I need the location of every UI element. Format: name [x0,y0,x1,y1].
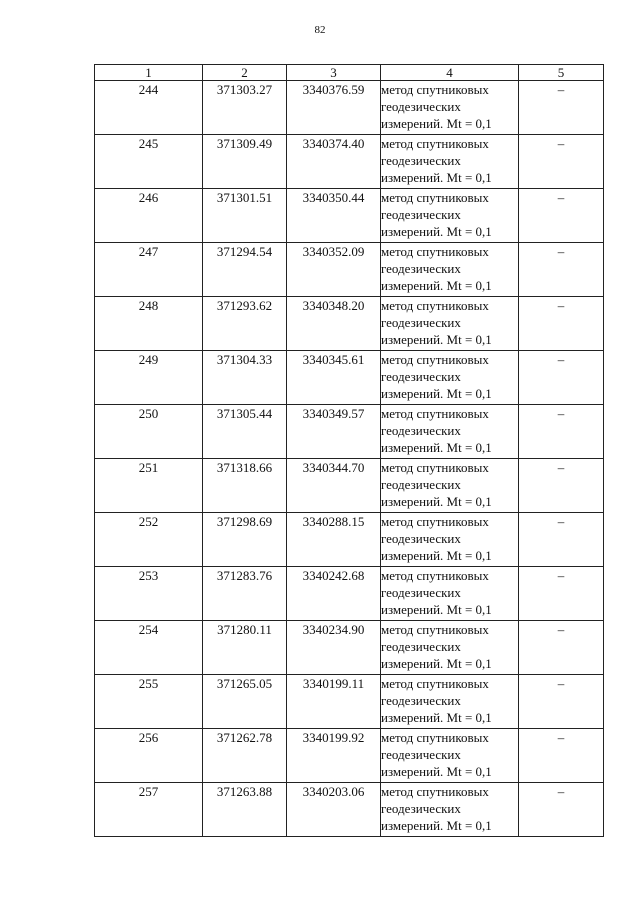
table-row [95,81,604,135]
method-line: измерений. Mt = 0,1 [381,548,492,563]
method-cell [381,567,519,621]
method-cell [381,81,519,135]
point-number-cell: 244 [95,81,203,135]
table-row [95,405,604,459]
method-line: измерений. Mt = 0,1 [381,764,492,779]
method-cell [381,459,519,513]
table-body [95,81,604,837]
table-row [95,297,604,351]
x-coordinate-cell: 371263.88 [203,783,287,837]
y-coordinate-cell: 3340199.92 [287,729,381,783]
method-line: метод спутниковых [381,514,489,529]
method-cell [381,297,519,351]
method-line: метод спутниковых [381,730,489,745]
method-line: геодезических [381,747,461,762]
note-cell: – [519,297,604,351]
y-coordinate-cell: 3340349.57 [287,405,381,459]
column-header-1: 1 [95,65,203,81]
point-number-cell: 251 [95,459,203,513]
column-header-4: 4 [381,65,519,81]
x-coordinate-cell: 371283.76 [203,567,287,621]
method-line: измерений. Mt = 0,1 [381,494,492,509]
method-line: измерений. Mt = 0,1 [381,278,492,293]
x-coordinate-cell: 371304.33 [203,351,287,405]
y-coordinate-cell: 3340374.40 [287,135,381,189]
y-coordinate-cell: 3340234.90 [287,621,381,675]
method-line: метод спутниковых [381,82,489,97]
point-number-cell: 256 [95,729,203,783]
method-line: измерений. Mt = 0,1 [381,710,492,725]
note-cell: – [519,135,604,189]
column-header-2: 2 [203,65,287,81]
method-line: метод спутниковых [381,352,489,367]
point-number-cell: 255 [95,675,203,729]
point-number-cell: 248 [95,297,203,351]
point-number-cell: 247 [95,243,203,297]
note-cell: – [519,621,604,675]
method-cell [381,351,519,405]
method-line: измерений. Mt = 0,1 [381,602,492,617]
x-coordinate-cell: 371293.62 [203,297,287,351]
method-line: метод спутниковых [381,406,489,421]
method-cell [381,405,519,459]
method-line: геодезических [381,585,461,600]
method-line: метод спутниковых [381,676,489,691]
method-line: измерений. Mt = 0,1 [381,656,492,671]
table-row [95,351,604,405]
y-coordinate-cell: 3340376.59 [287,81,381,135]
method-cell [381,729,519,783]
method-line: измерений. Mt = 0,1 [381,170,492,185]
table-row [95,729,604,783]
method-line: геодезических [381,315,461,330]
point-number-cell: 245 [95,135,203,189]
y-coordinate-cell: 3340199.11 [287,675,381,729]
coordinates-table [94,64,604,837]
note-cell: – [519,729,604,783]
point-number-cell: 252 [95,513,203,567]
table-row [95,783,604,837]
page-number: 82 [314,24,326,36]
y-coordinate-cell: 3340352.09 [287,243,381,297]
note-cell: – [519,459,604,513]
x-coordinate-cell: 371303.27 [203,81,287,135]
method-line: метод спутниковых [381,136,489,151]
table-row [95,513,604,567]
y-coordinate-cell: 3340350.44 [287,189,381,243]
point-number-cell: 249 [95,351,203,405]
x-coordinate-cell: 371265.05 [203,675,287,729]
table-row [95,675,604,729]
method-cell [381,675,519,729]
y-coordinate-cell: 3340203.06 [287,783,381,837]
note-cell: – [519,243,604,297]
method-cell [381,243,519,297]
y-coordinate-cell: 3340288.15 [287,513,381,567]
method-line: метод спутниковых [381,190,489,205]
method-cell [381,189,519,243]
x-coordinate-cell: 371294.54 [203,243,287,297]
column-header-3: 3 [287,65,381,81]
note-cell: – [519,675,604,729]
method-cell [381,621,519,675]
y-coordinate-cell: 3340344.70 [287,459,381,513]
method-line: измерений. Mt = 0,1 [381,818,492,833]
x-coordinate-cell: 371301.51 [203,189,287,243]
note-cell: – [519,513,604,567]
table-row [95,243,604,297]
table-row [95,567,604,621]
table-row [95,189,604,243]
note-cell: – [519,567,604,621]
point-number-cell: 257 [95,783,203,837]
method-line: метод спутниковых [381,568,489,583]
table-header-row [95,65,604,81]
x-coordinate-cell: 371309.49 [203,135,287,189]
method-line: геодезических [381,477,461,492]
x-coordinate-cell: 371305.44 [203,405,287,459]
method-line: измерений. Mt = 0,1 [381,116,492,131]
table-row [95,621,604,675]
method-line: геодезических [381,261,461,276]
note-cell: – [519,405,604,459]
y-coordinate-cell: 3340348.20 [287,297,381,351]
method-line: метод спутниковых [381,298,489,313]
method-line: метод спутниковых [381,784,489,799]
point-number-cell: 254 [95,621,203,675]
point-number-cell: 250 [95,405,203,459]
note-cell: – [519,351,604,405]
method-line: геодезических [381,693,461,708]
method-line: метод спутниковых [381,622,489,637]
method-line: метод спутниковых [381,244,489,259]
x-coordinate-cell: 371262.78 [203,729,287,783]
method-cell [381,783,519,837]
point-number-cell: 253 [95,567,203,621]
y-coordinate-cell: 3340242.68 [287,567,381,621]
table-row [95,459,604,513]
x-coordinate-cell: 371280.11 [203,621,287,675]
method-line: геодезических [381,531,461,546]
note-cell: – [519,81,604,135]
x-coordinate-cell: 371318.66 [203,459,287,513]
x-coordinate-cell: 371298.69 [203,513,287,567]
column-header-5: 5 [519,65,604,81]
method-line: измерений. Mt = 0,1 [381,332,492,347]
table-row [95,135,604,189]
method-line: геодезических [381,423,461,438]
method-line: геодезических [381,639,461,654]
method-line: геодезических [381,99,461,114]
method-line: метод спутниковых [381,460,489,475]
method-cell [381,135,519,189]
note-cell: – [519,189,604,243]
method-line: измерений. Mt = 0,1 [381,386,492,401]
note-cell: – [519,783,604,837]
method-cell [381,513,519,567]
method-line: геодезических [381,153,461,168]
point-number-cell: 246 [95,189,203,243]
method-line: измерений. Mt = 0,1 [381,440,492,455]
method-line: геодезических [381,369,461,384]
y-coordinate-cell: 3340345.61 [287,351,381,405]
method-line: измерений. Mt = 0,1 [381,224,492,239]
method-line: геодезических [381,207,461,222]
method-line: геодезических [381,801,461,816]
